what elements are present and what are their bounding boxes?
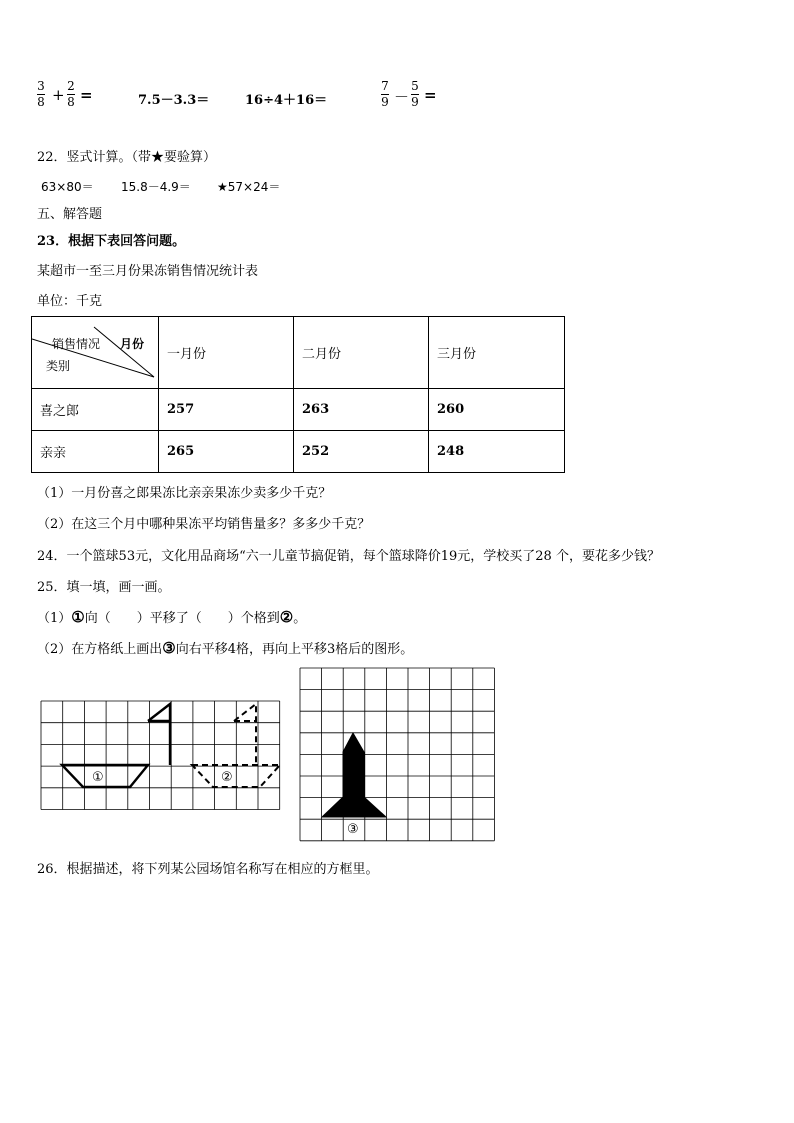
table-header-row: [32, 317, 565, 389]
fraction-denominator: 8: [37, 95, 45, 109]
ship-2-label: ②: [221, 770, 233, 785]
ship-2-sail: [234, 704, 256, 765]
q25-sub1: [37, 607, 306, 626]
q25-sub1-end: 。: [293, 611, 307, 626]
q23-sub2: （2）在这三个月中哪种果冻平均销售量多？多多少千克？: [37, 517, 371, 532]
q24-text: 24．一个篮球53元，文化用品商场“六一儿童节搞促销，每个篮球降价19元，学校买了28 个，要花多少钱？: [37, 549, 660, 564]
rocket-label: ③: [347, 822, 359, 837]
table-cell: 257: [159, 389, 294, 431]
circled-1: ①: [71, 608, 85, 626]
grid-ships: [40, 700, 282, 810]
fraction-numerator: 3: [37, 79, 45, 93]
circled-3: ③: [162, 639, 176, 657]
plus-sign: +: [52, 86, 65, 104]
q25-sub2-rest: 向右平移4格，再向上平移3格后的图形。: [175, 642, 414, 657]
expression-7-5-minus-3-3: 7.5－3.3＝: [138, 93, 210, 108]
circled-2: ②: [279, 608, 294, 626]
fraction-5-9: [411, 80, 419, 109]
ship-1-sail: [148, 704, 170, 765]
fraction-denominator: 9: [411, 95, 419, 109]
q26-text: 26．根据描述，将下列某公园场馆名称写在相应的方框里。: [37, 862, 379, 877]
section-title: 五、解答题: [37, 207, 103, 222]
fraction-denominator: 9: [381, 95, 389, 109]
header-month-3: 三月份: [429, 317, 565, 389]
header-month-2: 二月份: [294, 317, 429, 389]
diagonal-lines: [32, 317, 166, 389]
q23-title: 23．根据下表回答问题。: [37, 234, 186, 249]
q22-expression-1: 63×80＝: [41, 180, 94, 194]
minus-sign: －: [394, 88, 410, 106]
q22-title: 22．竖式计算。（带★要验算）: [37, 150, 217, 165]
table-row: [32, 431, 565, 473]
table-unit: 单位：千克: [37, 294, 103, 309]
q25-sub2-prefix: （2）在方格纸上画出: [37, 642, 163, 657]
fraction-numerator: 7: [381, 79, 389, 93]
q23-sub1: （1）一月份喜之郎果冻比亲亲果冻少卖多少千克？: [37, 486, 332, 501]
fraction-3-8: [37, 80, 45, 109]
rocket-shape: [322, 733, 386, 817]
diag-label-category: 类别: [46, 359, 71, 373]
q25-title: 25．填一填，画一画。: [37, 580, 171, 595]
q22-expression-3: ★57×24＝: [217, 180, 281, 194]
fraction-numerator: 5: [411, 79, 419, 93]
row-label: 亲亲: [32, 431, 159, 473]
table-cell: 248: [429, 431, 565, 473]
fraction-numerator: 2: [67, 79, 75, 93]
ship-1-label: ①: [92, 770, 104, 785]
q25-sub1-middle: 向（ ）平移了（ ）个格到: [84, 611, 280, 626]
table-cell: 252: [294, 431, 429, 473]
fraction-denominator: 8: [67, 95, 75, 109]
table-cell: 263: [294, 389, 429, 431]
q22-expression-2: 15.8－4.9＝: [121, 180, 191, 194]
q25-sub2: [37, 638, 413, 657]
diagonal-header-cell: [32, 317, 159, 389]
equals-sign: =: [424, 86, 437, 104]
table-cell: 260: [429, 389, 565, 431]
fraction-2-8: [67, 80, 75, 109]
table-cell: 265: [159, 431, 294, 473]
grid-rocket: [299, 667, 497, 842]
expression-16-div-4-plus-16: 16÷4＋16＝: [245, 93, 328, 108]
ship-1-hull: [62, 765, 148, 787]
q25-sub1-prefix: （1）: [37, 611, 72, 626]
grid-lines: [41, 701, 280, 810]
header-month-1: 一月份: [159, 317, 294, 389]
diag-label-sales: 销售情况: [52, 337, 101, 351]
fraction-7-9: [381, 80, 389, 109]
table-row: [32, 389, 565, 431]
table-title: 某超市一至三月份果冻销售情况统计表: [37, 264, 259, 279]
diag-label-month: 月份: [120, 337, 145, 351]
equals-sign: =: [80, 86, 93, 104]
row-label: 喜之郎: [32, 389, 159, 431]
sales-table: [31, 316, 565, 473]
